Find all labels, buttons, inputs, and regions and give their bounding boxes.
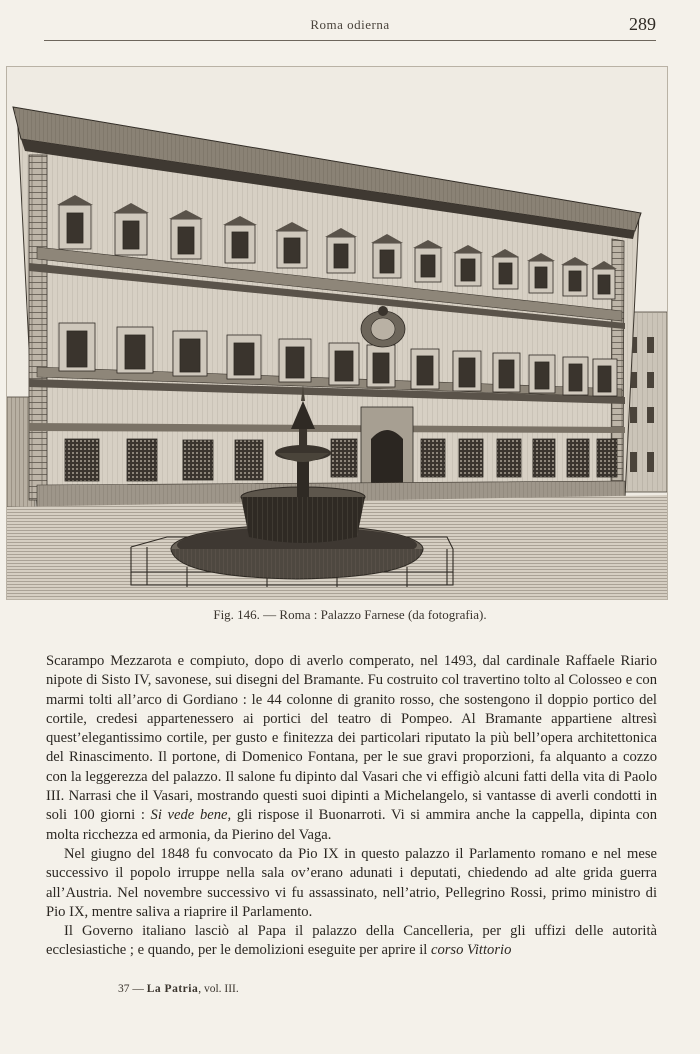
running-title: Roma odierna	[310, 17, 390, 32]
paragraph-2: Nel giugno del 1848 fu convocato da Pio IX in questo palazzo il Parlamento romano e nel mese successivo il popolo irruppe nella sala ov’erano adunati i deputati, chiedendo ad alte grida guerra all’Austria. Nel novembre successivo vi fu assassinato, nell’atrio, Pellegrino Rossi, primo ministro di Pio IX, mentre saliva a riaprire il Parlamento.	[46, 845, 657, 920]
paragraph-3-italic: corso Vittorio	[430, 942, 512, 959]
paragraph-3	[46, 922, 657, 961]
page-header	[44, 14, 656, 41]
footer-sheet: 37 —	[118, 983, 144, 995]
footer-volume: , vol. III.	[198, 983, 239, 995]
body-text	[46, 652, 657, 961]
palazzo-farnese-engraving	[6, 66, 668, 600]
paragraph-1-italic: Si vede bene,	[150, 807, 232, 824]
paragraph-3-text: Il Governo italiano lasciò al Papa il palazzo della Cancelleria, per gli uffizi delle autorità ecclesiastiche ; e quando, per le demolizioni eseguite per aprire il	[46, 923, 657, 959]
figure-caption: Fig. 146. — Roma : Palazzo Farnese (da fotografia).	[213, 607, 487, 622]
page-number: 289	[629, 14, 656, 34]
page-footer	[118, 983, 239, 995]
paragraph-1-text: Scarampo Mezzarota e compiuto, dopo di averlo comperato, nel 1493, dal cardinale Raffaele Riario nipote di Sisto IV, savonese, sui disegni del Bramante. Fu costruito col travertino tolto al Colosseo e con marmi tolti all’arco di Gordiano : le 44 colonne di granito rosso, che sostengono il doppio portico del cortile, credesi appartenessero ai portici del teatro di Pompeo. Al Bramante appartiene altresì quest’elegantissimo cortile, per gusto e finitezza dei particolari riputato la più bell’opera architettonica del Rinascimento. Il portone, di Domenico Fontana, per le sue gravi proporzioni, fa alquanto a cozzo con la leggerezza del palazzo. Il salone fu dipinto dal Vasari che vi effigiò alcuni fatti della vita di Paolo III. Narrasi che il Vasari, mostrando questi suoi dipinti a Michelangelo, si vantasse di averli condotti in soli 100 giorni :	[46, 653, 657, 824]
paragraph-1	[46, 652, 657, 845]
footer-work-title: La Patria	[146, 983, 199, 995]
paragraph-1-text-end: gli rispose il Buonarroti. Vi si ammira anche la cappella, dipinta con molta ricchezza ed armonia, da Pierino del Vaga.	[46, 807, 658, 843]
